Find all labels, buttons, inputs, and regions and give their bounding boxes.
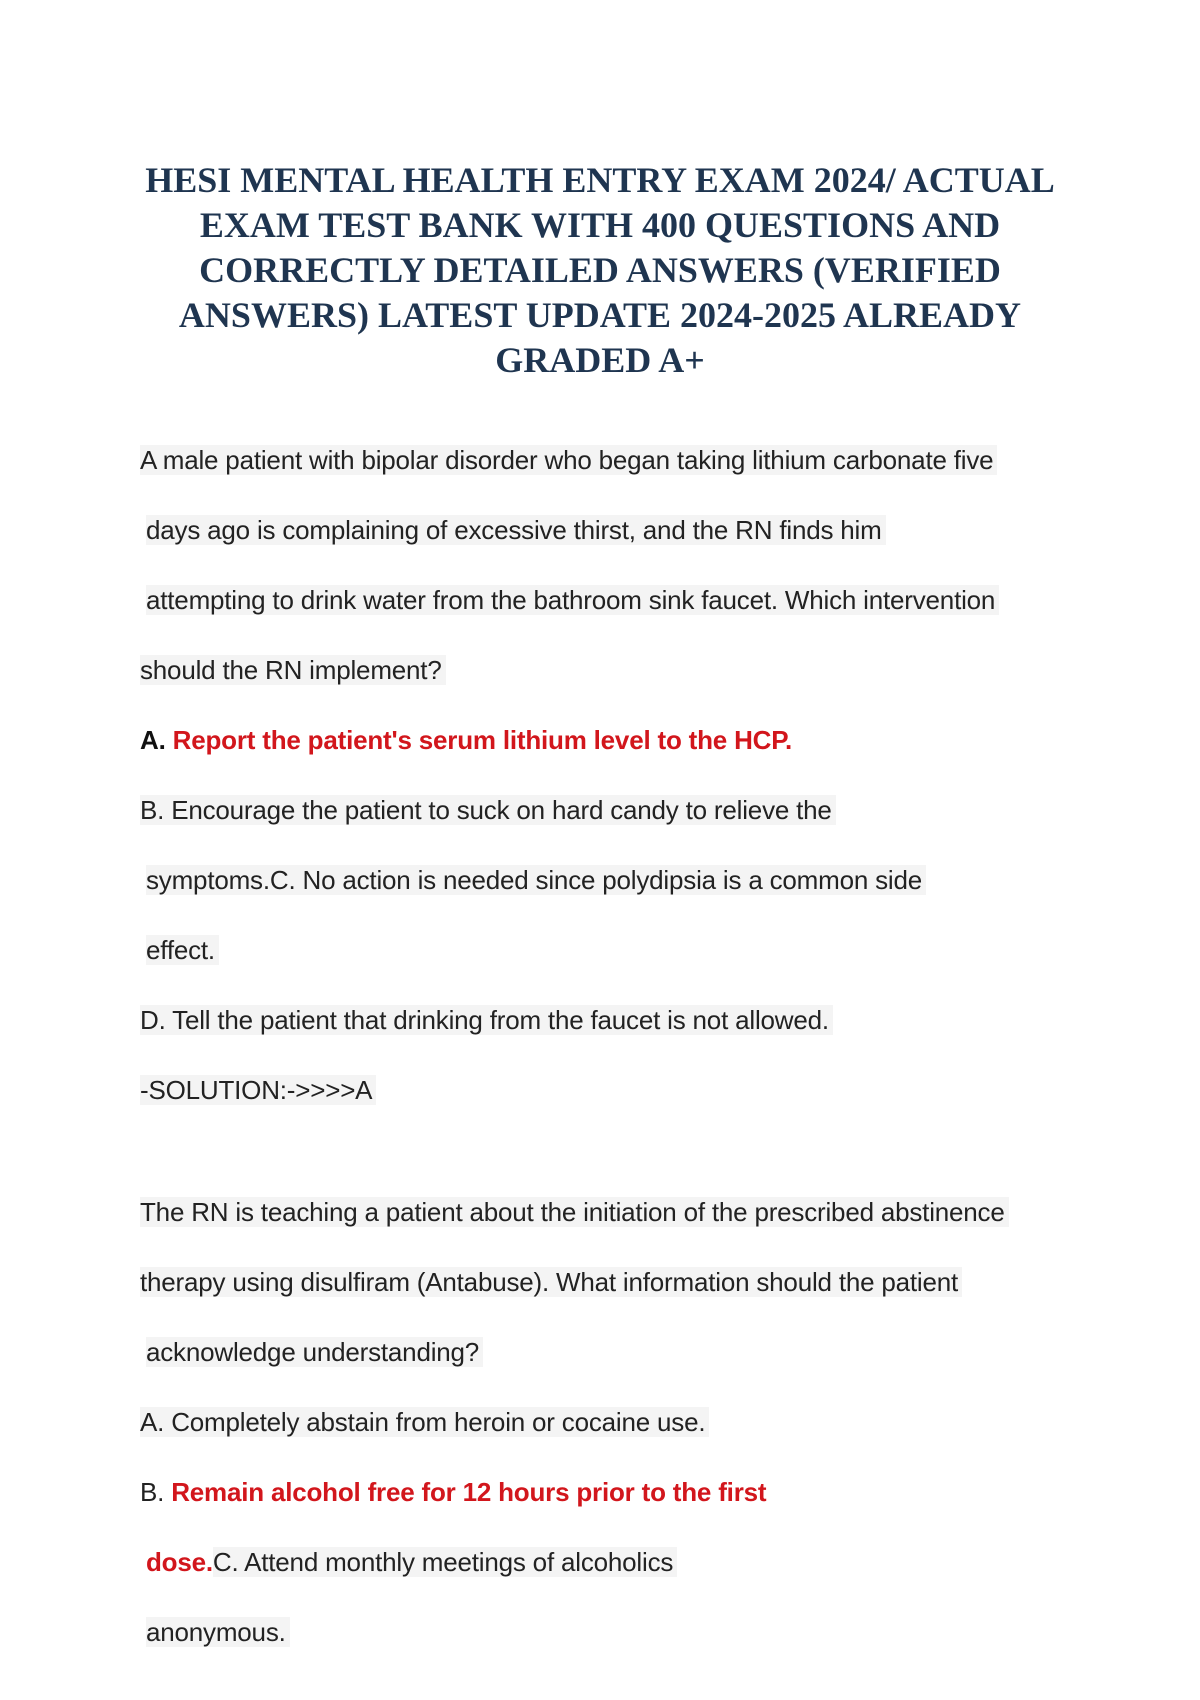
q1-correct-answer: Report the patient's serum lithium level to the HCP. <box>172 725 793 755</box>
q2-stem-line-3: acknowledge understanding? <box>146 1330 483 1374</box>
q1-stem-line-4: should the RN implement? <box>140 648 446 692</box>
q2-correct-answer: Remain alcohol free for 12 hours prior to the first <box>171 1477 767 1507</box>
q2-option-c-line-2: anonymous. <box>146 1610 290 1654</box>
q1-stem-line-2: days ago is complaining of excessive thirst, and the RN finds him <box>146 508 886 552</box>
q1-stem-line-3: attempting to drink water from the bathroom sink faucet. Which intervention <box>146 578 999 622</box>
q2-option-a: A. Completely abstain from heroin or cocaine use. <box>140 1400 709 1444</box>
q1-option-d: D. Tell the patient that drinking from the faucet is not allowed. <box>140 998 833 1042</box>
q1-option-a: A. Report the patient's serum lithium level to the HCP. <box>140 725 793 755</box>
q2-stem-line-1: The RN is teaching a patient about the initiation of the prescribed abstinence <box>140 1190 1009 1234</box>
q1-solution: -SOLUTION:->>>>A <box>140 1068 376 1112</box>
q1-option-b-line-1: B. Encourage the patient to suck on hard candy to relieve the <box>140 788 836 832</box>
document-title: HESI MENTAL HEALTH ENTRY EXAM 2024/ ACTUAL EXAM TEST BANK WITH 400 QUESTIONS AND CORRECTLY DETAILED ANSWERS (VERIFIED ANSWERS) LATEST UPDATE 2024-2025 ALREADY GRADED A+ <box>145 160 1055 380</box>
q1-option-b-line-3: effect. <box>146 928 219 972</box>
q1-stem-line-1: A male patient with bipolar disorder who began taking lithium carbonate five <box>140 438 997 482</box>
q2-stem-line-2: therapy using disulfiram (Antabuse). What information should the patient <box>140 1260 962 1304</box>
q2-option-b-line-2: dose.C. Attend monthly meetings of alcoholics <box>146 1540 677 1584</box>
q1-option-b-line-2: symptoms.C. No action is needed since polydipsia is a common side <box>146 858 926 902</box>
q2-option-b-line-1: B. Remain alcohol free for 12 hours prior to the first <box>140 1477 767 1507</box>
